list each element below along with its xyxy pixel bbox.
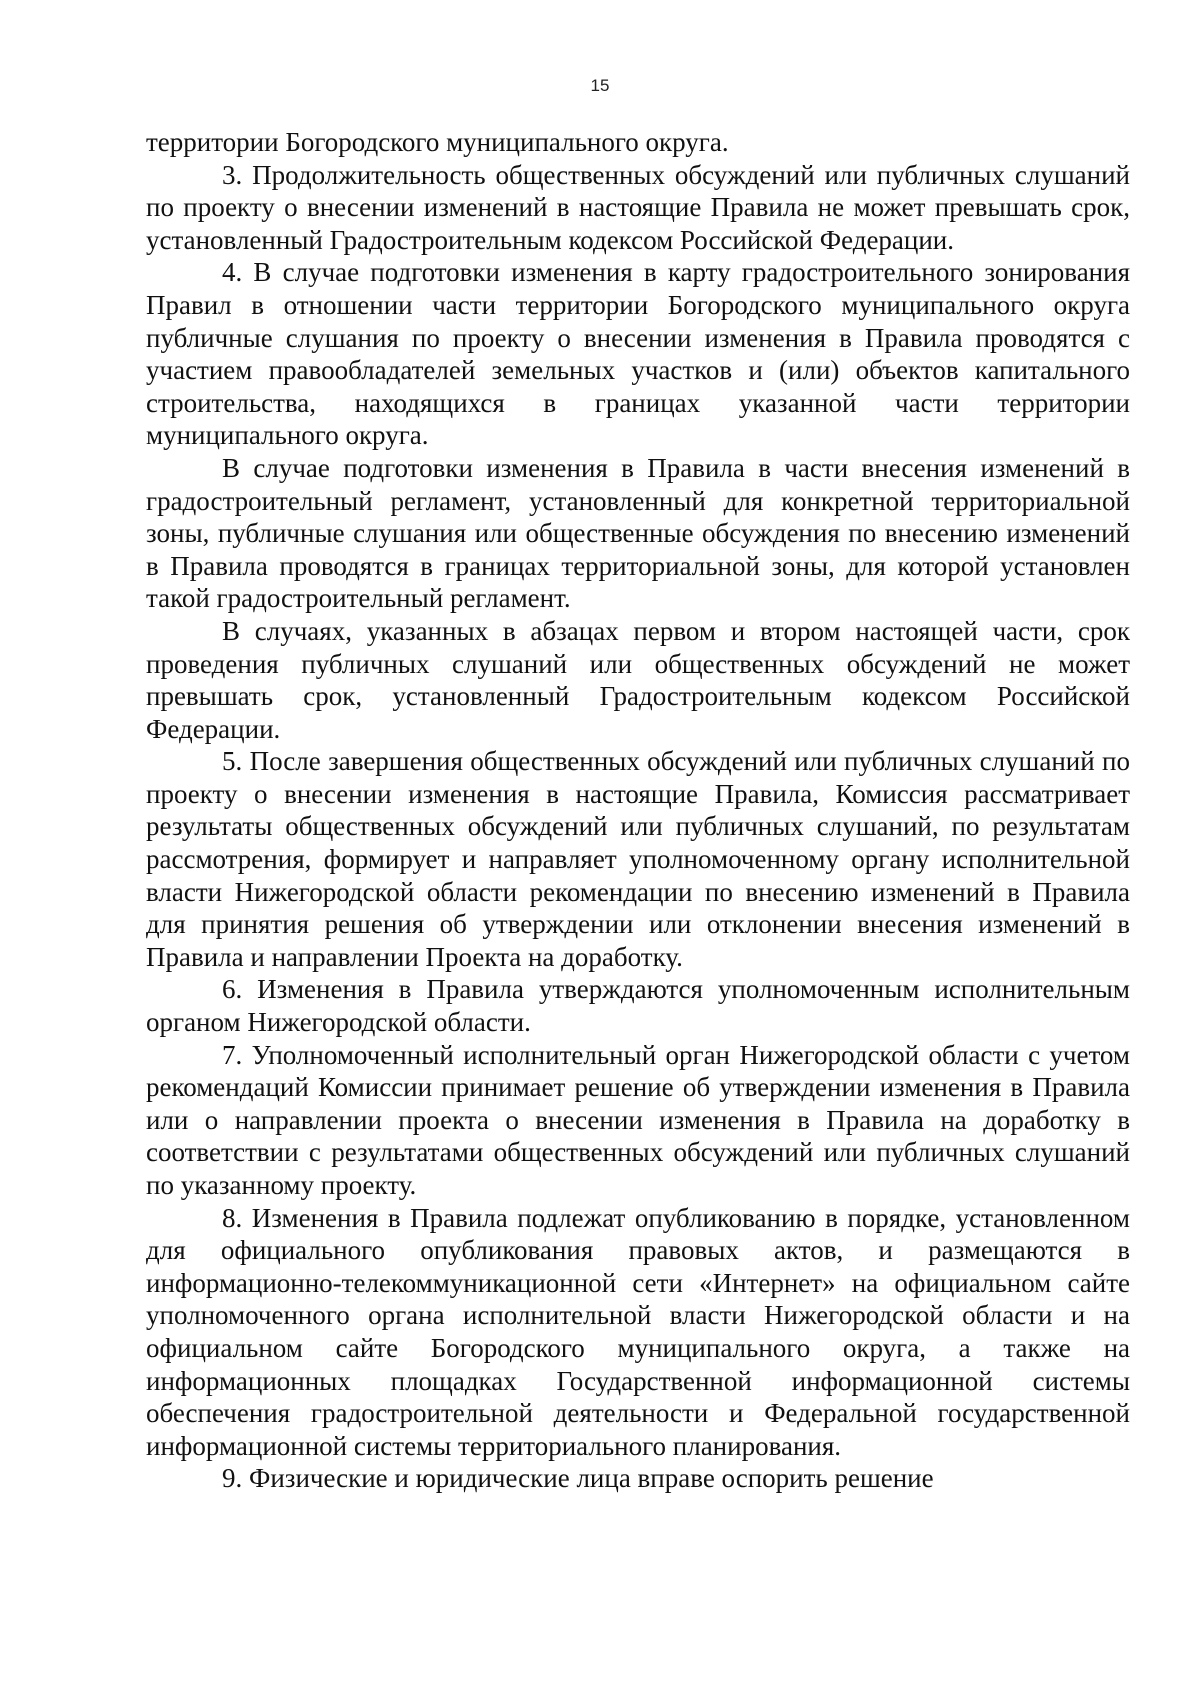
- paragraph-item-7: 7. Уполномоченный исполнительный орган Нижегородской области с учетом рекомендаций Комиссии принимает решение об утверждении изменения в Правила или о направлении проекта о внесении изменения в Правила на доработку в соответствии с результатами общественных обсуждений или публичных слушаний по указанному проекту.: [146, 1039, 1130, 1200]
- paragraph-item-4-part-3: В случаях, указанных в абзацах первом и втором настоящей части, срок проведения публичных слушаний или общественных обсуждений не может превышать срок, установленный Градостроительным кодексом Российской Федерации.: [146, 615, 1130, 744]
- paragraph-item-8: 8. Изменения в Правила подлежат опубликованию в порядке, установленном для официального опубликования правовых актов, и размещаются в информационно-телекоммуникационной сети «Интернет» на официальном сайте уполномоченного органа исполнительной власти Нижегородской области и на официальном сайте Богородского муниципального округа, а также на информационных площадках Государственной информационной системы обеспечения градостроительной деятельности и Федеральной государственной информационной системы территориального планирования.: [146, 1202, 1130, 1461]
- page-number: 15: [590, 76, 610, 95]
- document-body: [146, 126, 1130, 1495]
- paragraph-item-6: 6. Изменения в Правила утверждаются уполномоченным исполнительным органом Нижегородской области.: [146, 974, 1130, 1038]
- paragraph-item-3: 3. Продолжительность общественных обсуждений или публичных слушаний по проекту о внесении изменений в настоящие Правила не может превышать срок, установленный Градостроительным кодексом Российской Федерации.: [146, 159, 1130, 255]
- paragraph-continuation: территории Богородского муниципального округа.: [146, 127, 729, 157]
- paragraph-item-4-part-2: В случае подготовки изменения в Правила в части внесения изменений в градостроительный регламент, установленный для конкретной территориальной зоны, публичные слушания или общественные обсуждения по внесению изменений в Правила проводятся в границах территориальной зоны, для которой установлен такой градостроительный регламент.: [146, 452, 1130, 614]
- paragraph-item-5: 5. После завершения общественных обсуждений или публичных слушаний по проекту о внесении изменения в настоящие Правила, Комиссия рассматривает результаты общественных обсуждений или публичных слушаний, по результатам рассмотрения, формирует и направляет уполномоченному органу исполнительной власти Нижегородской области рекомендации по внесению изменений в Правила для принятия решения об утверждении или отклонении внесения изменений в Правила и направлении Проекта на доработку.: [146, 746, 1130, 972]
- paragraph-item-4: 4. В случае подготовки изменения в карту градостроительного зонирования Правил в отношении части территории Богородского муниципального округа публичные слушания по проекту о внесении изменения в Правила проводятся с участием правообладателей земельных участков и (или) объектов капитального строительства, находящихся в границах указанной части территории муниципального округа.: [146, 257, 1130, 451]
- paragraph-item-9: 9. Физические и юридические лица вправе оспорить решение: [222, 1463, 934, 1494]
